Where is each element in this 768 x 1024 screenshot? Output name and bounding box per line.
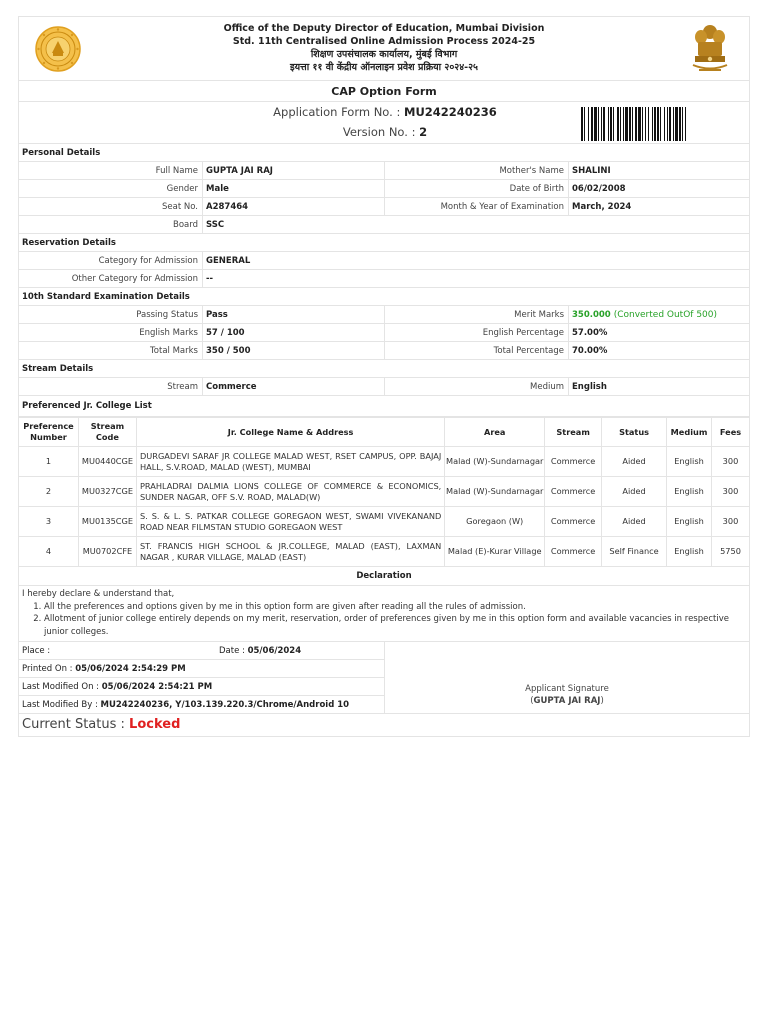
- header-text: [19, 22, 749, 74]
- printed-on-label: Printed On :: [22, 664, 73, 674]
- medium-value: English: [572, 382, 607, 392]
- college-name-address: DURGADEVI SARAF JR COLLEGE MALAD WEST, RSET CAMPUS, OPP. BAJAJ HALL, S.V.ROAD, MALAD (WEST), MUMBAI: [136, 447, 444, 477]
- passing-status-value: Pass: [206, 310, 228, 320]
- national-emblem-icon: [685, 21, 735, 77]
- applicant-signature-box: [385, 642, 749, 713]
- fees: 300: [712, 507, 750, 537]
- dob-value: 06/02/2008: [572, 184, 626, 194]
- status: Aided: [602, 477, 667, 507]
- stream-code: MU0440CGE: [78, 447, 136, 477]
- form-header: [18, 16, 750, 81]
- version-number-value: 2: [419, 125, 428, 139]
- other-category-label: Other Category for Admission: [19, 270, 203, 287]
- signature-section: [18, 642, 750, 714]
- college-preference-table: [18, 417, 750, 567]
- passing-status-label: Passing Status: [19, 306, 203, 323]
- status: Self Finance: [602, 537, 667, 567]
- version-number-label: Version No. :: [342, 125, 416, 139]
- seat-label: Seat No.: [19, 198, 203, 215]
- area: Malad (W)-Sundarnagar: [445, 477, 545, 507]
- stream-code: MU0327CGE: [78, 477, 136, 507]
- col-stream-code: Stream Code: [78, 418, 136, 447]
- board-value: SSC: [206, 220, 225, 230]
- area: Malad (W)-Sundarnagar: [445, 447, 545, 477]
- header-line-3: शिक्षण उपसंचालक कार्यालय, मुंबई विभाग: [310, 49, 458, 60]
- table-row: [19, 507, 750, 537]
- english-percentage-label: English Percentage: [385, 324, 569, 341]
- gender-value: Male: [206, 184, 229, 194]
- row-stream: [18, 378, 750, 396]
- declaration-title: Declaration: [18, 567, 750, 586]
- current-status: [18, 714, 750, 737]
- signature-name: GUPTA JAI RAJ: [533, 696, 601, 706]
- section-10th-exam-details: 10th Standard Examination Details: [18, 288, 750, 306]
- preference-number: 3: [19, 507, 79, 537]
- area: Goregaon (W): [445, 507, 545, 537]
- mother-name-value: SHALINI: [572, 166, 611, 176]
- fees: 300: [712, 477, 750, 507]
- section-college-list: Preferenced Jr. College List: [18, 396, 750, 417]
- medium: English: [667, 537, 712, 567]
- full-name-value: GUPTA JAI RAJ: [206, 166, 273, 176]
- full-name-label: Full Name: [19, 162, 203, 179]
- preference-number: 4: [19, 537, 79, 567]
- total-marks-label: Total Marks: [19, 342, 203, 359]
- other-category-value: --: [206, 274, 214, 284]
- declaration-body: [18, 586, 750, 642]
- college-name-address: PRAHLADRAI DALMIA LIONS COLLEGE OF COMMERCE & ECONOMICS, SUNDER NAGAR, OFF S.V. ROAD, MALAD(W): [136, 477, 444, 507]
- stream: Commerce: [545, 477, 602, 507]
- table-row: [19, 537, 750, 567]
- english-percentage-value: 57.00%: [572, 328, 608, 338]
- table-row: [19, 447, 750, 477]
- place-label: Place :: [22, 646, 51, 656]
- medium-label: Medium: [385, 378, 569, 395]
- row-name: [18, 162, 750, 180]
- last-modified-label: Last Modified On :: [22, 682, 100, 692]
- preference-number: 2: [19, 477, 79, 507]
- row-seat: [18, 198, 750, 216]
- stream: Commerce: [545, 507, 602, 537]
- col-stream: Stream: [545, 418, 602, 447]
- medium: English: [667, 447, 712, 477]
- header-line-1: Office of the Deputy Director of Education, Mumbai Division: [223, 23, 545, 34]
- col-area: Area: [445, 418, 545, 447]
- form-title: CAP Option Form: [18, 81, 750, 102]
- row-total: [18, 342, 750, 360]
- area: Malad (E)-Kurar Village: [445, 537, 545, 567]
- signature-text: [385, 683, 749, 707]
- date-part: [219, 642, 301, 660]
- row-passing: [18, 306, 750, 324]
- mother-name-label: Mother's Name: [385, 162, 569, 179]
- declaration-intro: I hereby declare & understand that,: [22, 589, 175, 599]
- last-modified-row: [19, 678, 384, 696]
- merit-marks-value: 350.000: [572, 310, 611, 320]
- total-percentage-label: Total Percentage: [385, 342, 569, 359]
- fees: 300: [712, 447, 750, 477]
- date-value: 05/06/2024: [247, 646, 302, 656]
- table-row: [19, 477, 750, 507]
- row-category: [18, 252, 750, 270]
- barcode-icon: [581, 107, 735, 141]
- last-modified-value: 05/06/2024 2:54:21 PM: [101, 682, 213, 692]
- signature-label: Applicant Signature: [525, 684, 609, 694]
- exam-month-label: Month & Year of Examination: [385, 198, 569, 215]
- stream-code: MU0135CGE: [78, 507, 136, 537]
- col-medium: Medium: [667, 418, 712, 447]
- total-percentage-value: 70.00%: [572, 346, 608, 356]
- gender-label: Gender: [19, 180, 203, 197]
- english-marks-value: 57 / 100: [206, 328, 245, 338]
- preference-number: 1: [19, 447, 79, 477]
- stream: Commerce: [545, 537, 602, 567]
- exam-month-value: March, 2024: [572, 202, 632, 212]
- row-board: [18, 216, 750, 234]
- college-name-address: S. S. & L. S. PATKAR COLLEGE GOREGAON WEST, SWAMI VIVEKANAND ROAD NEAR FILMSTAN STUDIO GOREGAON WEST: [136, 507, 444, 537]
- application-number-block: [18, 102, 750, 144]
- last-modified-by-row: [19, 696, 384, 714]
- declaration-list: [44, 601, 746, 639]
- stream-value: Commerce: [206, 382, 257, 392]
- header-line-2: Std. 11th Centralised Online Admission Process 2024-25: [232, 36, 536, 47]
- status: Aided: [602, 507, 667, 537]
- english-marks-label: English Marks: [19, 324, 203, 341]
- college-name-address: ST. FRANCIS HIGH SCHOOL & JR.COLLEGE, MALAD (EAST), LAXMAN NAGAR , KURAR VILLAGE, MALAD (EAST): [136, 537, 444, 567]
- stream: Commerce: [545, 447, 602, 477]
- last-modified-by-value: MU242240236, Y/103.139.220.3/Chrome/Android 10: [100, 700, 350, 710]
- stream-label: Stream: [19, 378, 203, 395]
- board-label: Board: [19, 216, 203, 233]
- status: Aided: [602, 447, 667, 477]
- section-stream-details: Stream Details: [18, 360, 750, 378]
- merit-marks-note: (Converted OutOf 500): [613, 310, 718, 320]
- category-label: Category for Admission: [19, 252, 203, 269]
- total-marks-value: 350 / 500: [206, 346, 251, 356]
- printed-on-row: [19, 660, 384, 678]
- section-personal-details: Personal Details: [18, 144, 750, 162]
- merit-marks-value-cell: [569, 306, 717, 323]
- declaration-item: 2. Allotment of junior college entirely depends on my merit, reservation, order of preferences given by me in this option form and available vacancies in respective junior colleges.: [44, 613, 746, 638]
- current-status-value: Locked: [129, 717, 181, 732]
- row-english: [18, 324, 750, 342]
- table-header-row: [19, 418, 750, 447]
- fees: 5750: [712, 537, 750, 567]
- date-label: Date :: [219, 646, 245, 656]
- col-fees: Fees: [712, 418, 750, 447]
- last-modified-by-label: Last Modified By :: [22, 700, 98, 710]
- application-number-value: MU242240236: [404, 105, 497, 119]
- row-gender: [18, 180, 750, 198]
- category-value: GENERAL: [206, 256, 251, 266]
- current-status-label: Current Status :: [22, 717, 125, 732]
- medium: English: [667, 507, 712, 537]
- option-form-page: [18, 16, 750, 737]
- section-reservation-details: Reservation Details: [18, 234, 750, 252]
- application-number-label: Application Form No. :: [273, 105, 401, 119]
- medium: English: [667, 477, 712, 507]
- print-info: [19, 642, 385, 713]
- place-date-row: [19, 642, 384, 660]
- col-status: Status: [602, 418, 667, 447]
- row-other-category: [18, 270, 750, 288]
- dob-label: Date of Birth: [385, 180, 569, 197]
- col-college-name: Jr. College Name & Address: [136, 418, 444, 447]
- col-preference-number: Preference Number: [19, 418, 79, 447]
- signature-name-line: (GUPTA JAI RAJ): [530, 696, 604, 706]
- printed-on-value: 05/06/2024 2:54:29 PM: [75, 664, 186, 674]
- stream-code: MU0702CFE: [78, 537, 136, 567]
- seat-value: A287464: [206, 202, 249, 212]
- merit-marks-label: Merit Marks: [385, 306, 569, 323]
- header-line-4: इयत्ता ११ वी केंद्रीय ऑनलाइन प्रवेश प्रक्रिया २०२४-२५: [290, 62, 478, 73]
- declaration-item: 1. All the preferences and options given by me in this option form are given after reading all the rules of admission.: [44, 601, 746, 614]
